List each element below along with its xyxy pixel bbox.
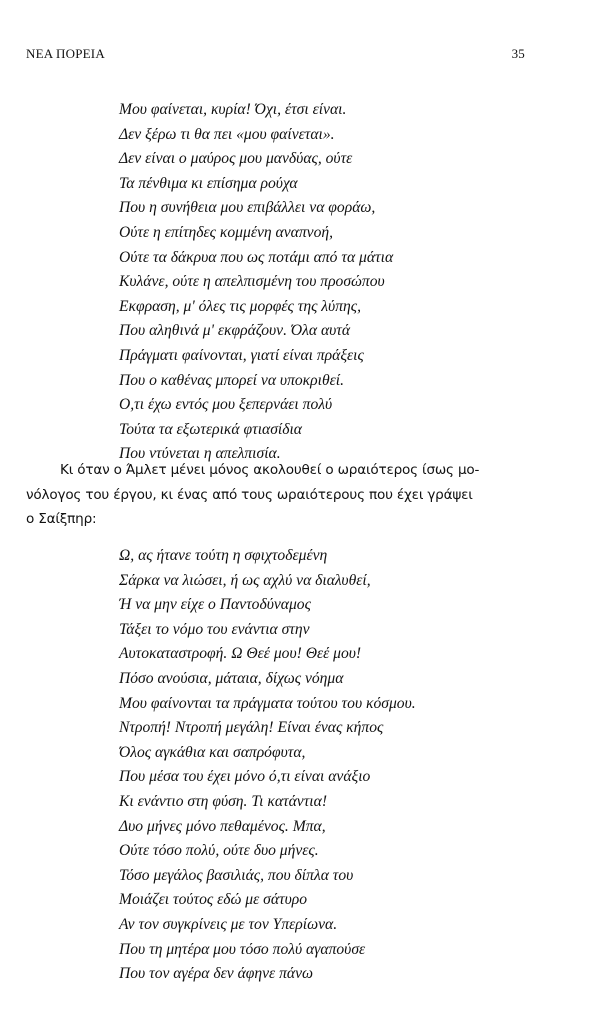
poem-line: Ή να μην είχε ο Παντοδύναμος [119,596,311,614]
poem-line: Δεν ξέρω τι θα πει «μου φαίνεται». [119,125,335,143]
poem-line: Κι ενάντιο στη φύση. Τι κατάντια! [119,792,328,810]
poem-block-1 [119,98,393,467]
page-header [26,46,525,62]
poem-line: Όλος αγκάθια και σαπρόφυτα, [119,743,306,761]
prose-line: ο Σαίξπηρ: [26,511,97,527]
poem-line: Που μέσα του έχει μόνο ό,τι είναι ανάξιο [119,768,371,786]
poem-line: Ούτε η επίτηδες κομμένη αναπνοή, [119,223,333,241]
poem-line: Που ντύνεται η απελπισία. [119,445,281,463]
poem-line: Αυτοκαταστροφή. Ω Θεέ μου! Θεέ μου! [119,645,362,663]
poem-line: Ούτε τα δάκρυα που ως ποτάμι από τα μάτια [119,248,394,266]
prose-line: νόλογος του έργου, κι ένας από τους ωραιότερους που έχει γράψει [26,486,473,503]
poem-line: Εκφραση, μ' όλες τις μορφές της λύπης, [119,297,361,315]
poem-line: Δυο μήνες μόνο πεθαμένος. Μπα, [119,817,326,835]
poem-line: Μοιάζει τούτος εδώ με σάτυρο [119,891,308,909]
poem-line: Ω, ας ήτανε τούτη η σφιχτοδεμένη [119,547,328,564]
poem-line: Αν τον συγκρίνεις με τον Υπερίωνα. [119,915,338,933]
poem-line: Ντροπή! Ντροπή μεγάλη! Είναι ένας κήπος [119,719,384,737]
poem-line: Δεν είναι ο μαύρος μου μανδύας, ούτε [119,150,353,168]
poem-line: Πόσο ανούσια, μάταια, δίχως νόημα [119,669,344,687]
poem-line: Που τη μητέρα μου τόσο πολύ αγαπούσε [119,940,366,958]
poem-line: Που η συνήθεια μου επιβάλλει να φοράω, [119,199,376,217]
poem-line: Που αληθινά μ' εκφράζουν. Όλα αυτά [119,322,351,340]
poem-block-2 [119,544,416,987]
poem-line: Μου φαίνεται, κυρία! Όχι, έτσι είναι. [119,101,347,118]
poem-line: Τούτα τα εξωτερικά φτιασίδια [119,420,302,438]
poem-line: Ο,τι έχω εντός μου ξεπερνάει πολύ [119,396,333,414]
poem-line: Μου φαίνονται τα πράγματα τούτου του κόσμου. [119,694,416,712]
poem-line: Τόσο μεγάλος βασιλιάς, που δίπλα του [119,866,354,884]
journal-title: ΝΕΑ ΠΟΡΕΙΑ [26,46,105,61]
poem-line: Ούτε τόσο πολύ, ούτε δυο μήνες. [119,842,319,860]
poem-line: Που τον αγέρα δεν άφηνε πάνω [119,965,314,983]
prose-line: Κι όταν ο Άμλετ μένει μόνος ακολουθεί ο ωραιότερος ίσως μο- [60,462,480,478]
page-number: 35 [511,46,525,61]
poem-line: Τα πένθιμα κι επίσημα ρούχα [119,174,298,192]
poem-line: Σάρκα να λιώσει, ή ως αχλύ να διαλυθεί, [119,571,371,589]
poem-line: Πράγματι φαίνονται, γιατί είναι πράξεις [119,346,364,364]
poem-line: Που ο καθένας μπορεί να υποκριθεί. [119,371,345,389]
prose-paragraph [26,458,534,532]
poem-line: Κυλάνε, ούτε η απελπισμένη του προσώπου [119,273,385,291]
poem-line: Τάξει το νόμο του ενάντια στην [119,620,310,638]
